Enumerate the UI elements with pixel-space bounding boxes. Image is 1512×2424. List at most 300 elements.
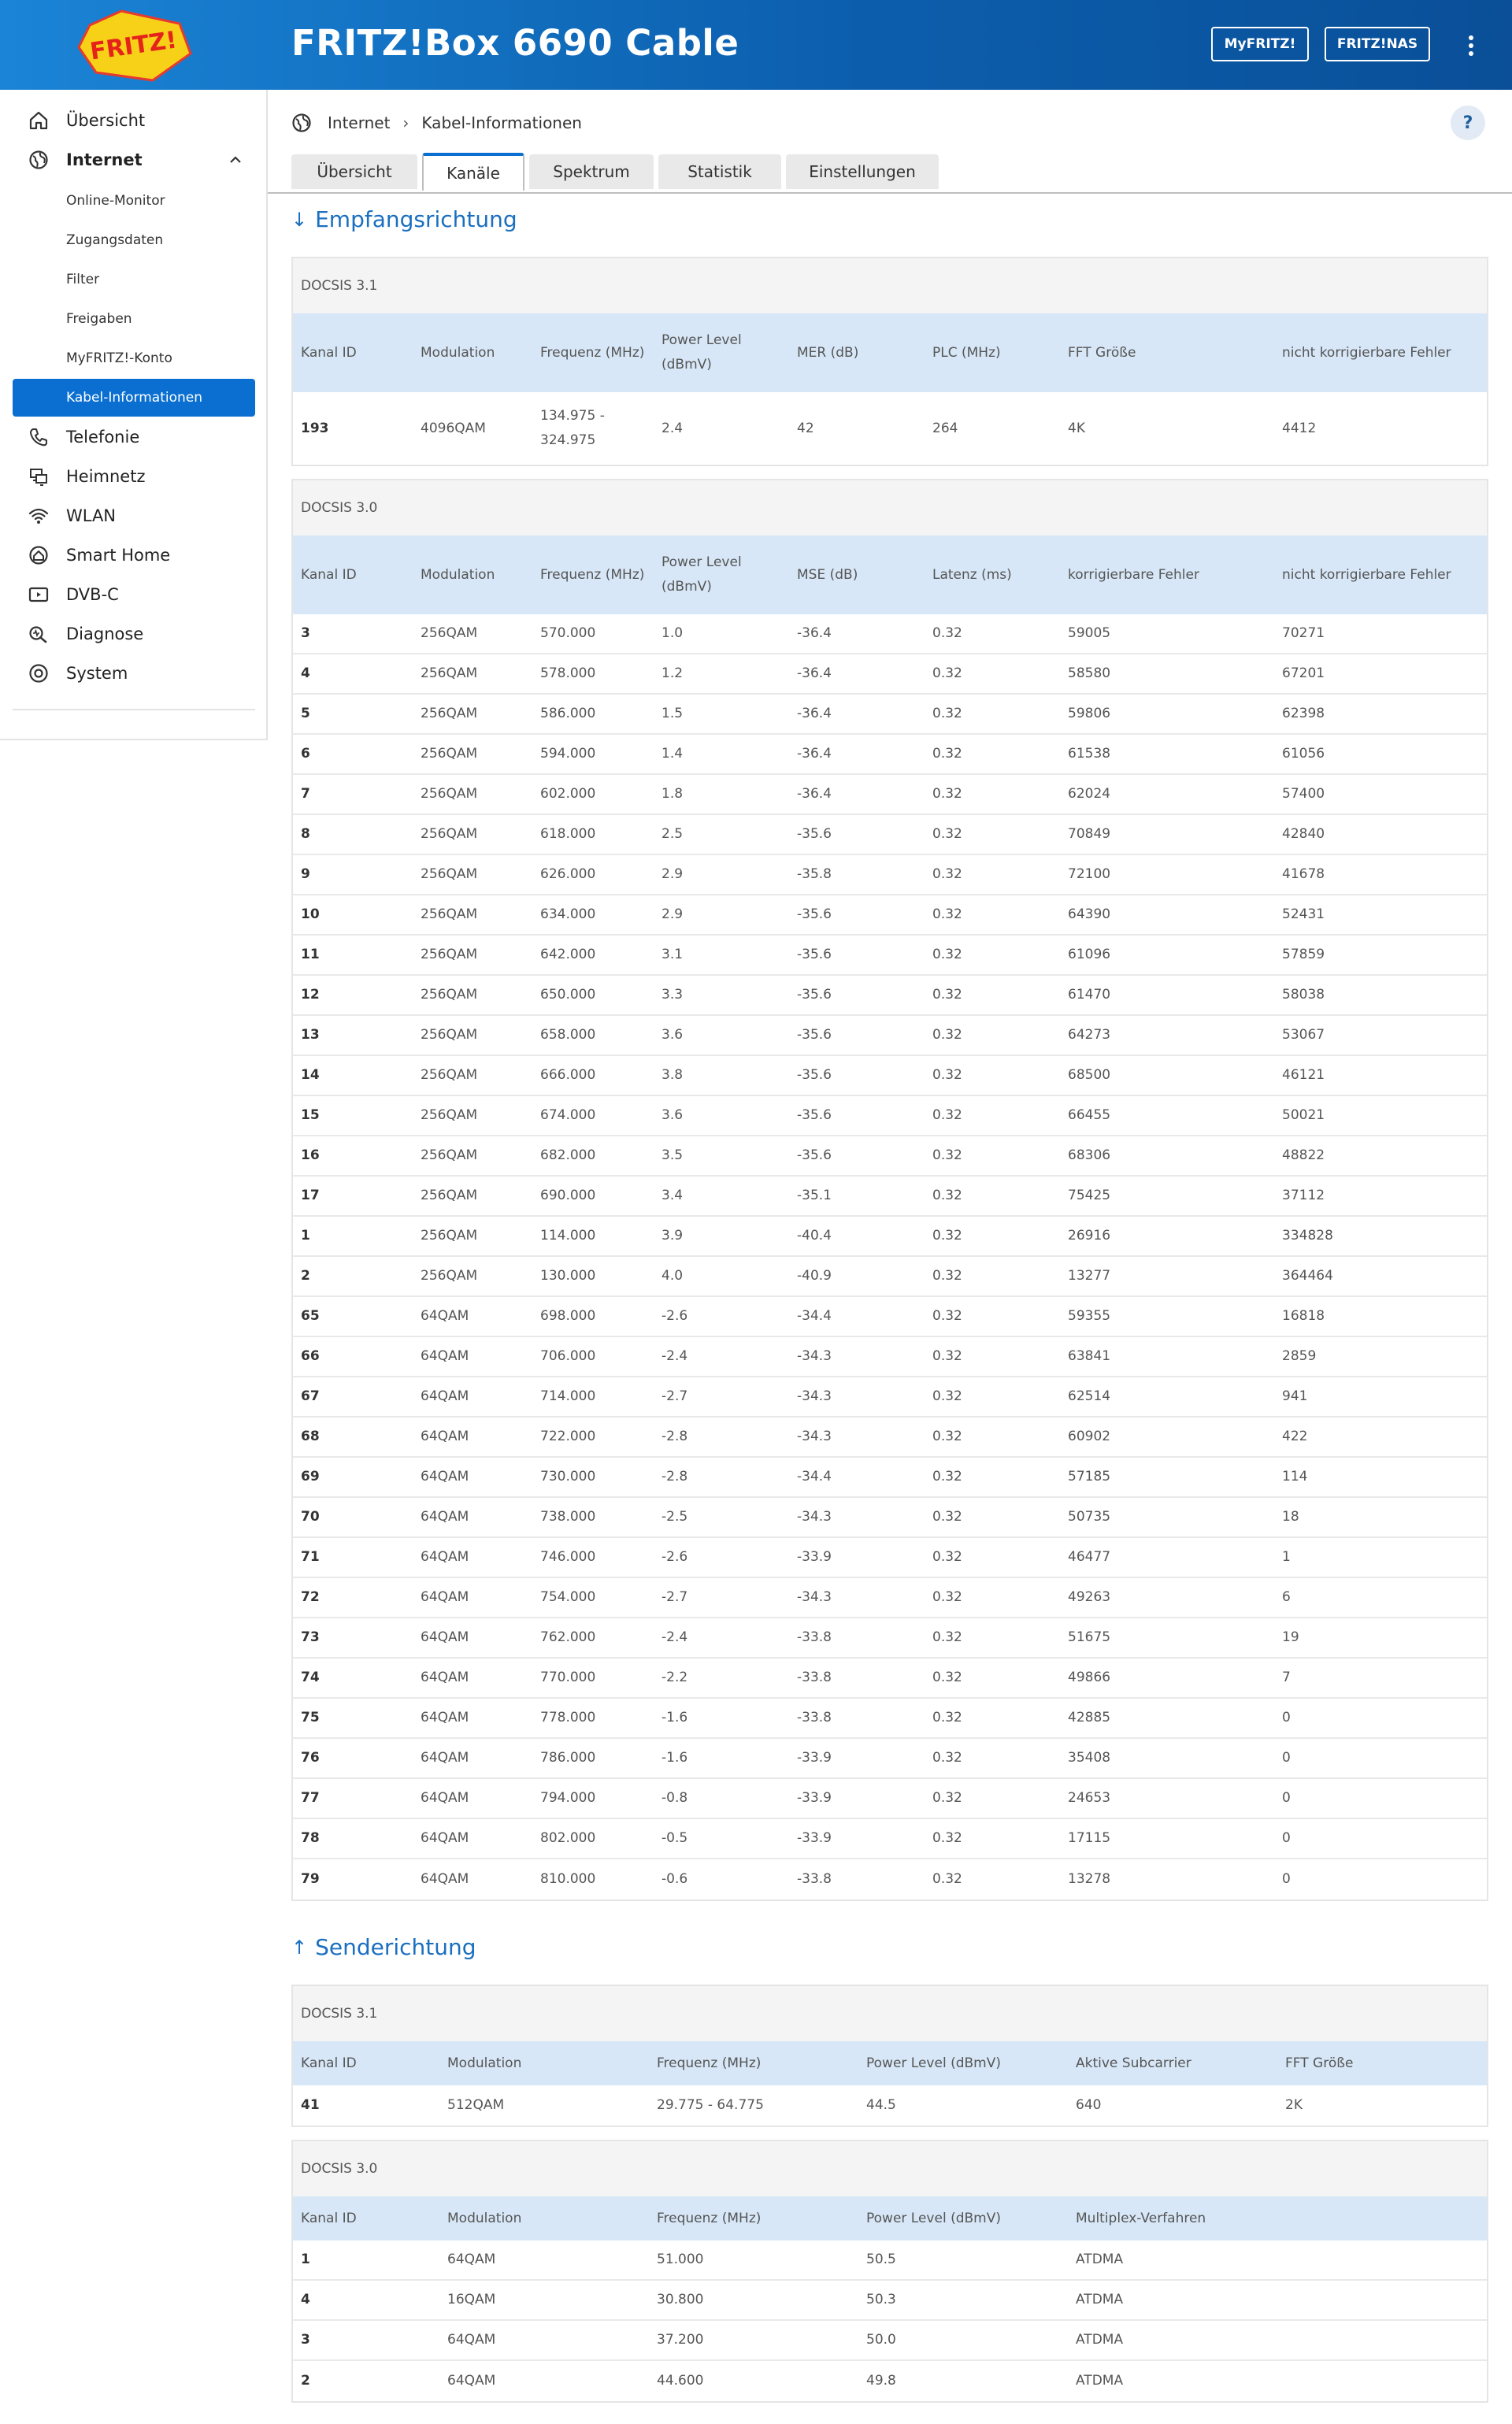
table-row: [293, 1056, 1487, 1096]
table-cell: 70: [301, 1509, 320, 1525]
table-cell: 0.32: [932, 1027, 962, 1043]
table-cell: 50.0: [866, 2332, 896, 2348]
table-cell: -34.3: [797, 1509, 832, 1525]
table-cell: 256QAM: [421, 1228, 478, 1244]
column-header: nicht korrigierbare Fehler: [1282, 566, 1451, 583]
table-cell: 3.9: [662, 1228, 684, 1244]
table-cell: 0.32: [932, 866, 962, 883]
wifi-icon: [27, 504, 50, 528]
table-cell: 64QAM: [447, 2332, 496, 2348]
table-cell: 64QAM: [421, 1670, 469, 1686]
sidebar-subitem-online-monitor[interactable]: [13, 182, 255, 220]
table-cell: -2.8: [662, 1429, 688, 1445]
sidebar-subitem-label: MyFRITZ!-Konto: [66, 350, 172, 366]
table-cell: 68306: [1068, 1147, 1111, 1164]
table-cell: 640: [1076, 2097, 1102, 2114]
chevron-up-icon[interactable]: [228, 153, 243, 167]
tab-statistik[interactable]: Statistik: [658, 154, 781, 189]
table-cell: -33.8: [797, 1629, 832, 1646]
table-cell: 26916: [1068, 1228, 1111, 1244]
sidebar-subitem-label: Freigaben: [66, 311, 132, 327]
table-cell: 1: [1282, 1549, 1291, 1566]
table-cell: 4.0: [662, 1268, 684, 1284]
table-cell: 2: [301, 1268, 310, 1284]
column-header: MSE (dB): [797, 566, 858, 583]
table-cell: 57185: [1068, 1469, 1111, 1485]
tab-underline: [268, 192, 1512, 194]
table-cell: 941: [1282, 1388, 1308, 1405]
sidebar-item-label: DVB-C: [66, 585, 119, 604]
table-cell: -34.3: [797, 1429, 832, 1445]
table-cell: 3.8: [662, 1067, 684, 1084]
table-row: [293, 1819, 1487, 1859]
table-cell: 44.5: [866, 2097, 896, 2114]
table-title: DOCSIS 3.1: [293, 1986, 1487, 2041]
table-cell: 57859: [1282, 947, 1325, 963]
table-cell: 730.000: [540, 1469, 596, 1485]
myfritz-button[interactable]: MyFRITZ!: [1211, 27, 1309, 61]
sidebar-subitem-kabel-informationen[interactable]: [13, 379, 255, 417]
sidebar-item-label: Internet: [66, 150, 143, 169]
upstream-docsis31-table: [291, 1985, 1488, 2127]
table-cell: 256QAM: [421, 786, 478, 802]
table-row: [293, 1538, 1487, 1578]
table-cell: 64QAM: [421, 1308, 469, 1325]
table-cell: -2.6: [662, 1308, 688, 1325]
table-cell: 17115: [1068, 1830, 1111, 1847]
table-cell: 786.000: [540, 1750, 596, 1766]
table-cell: 11: [301, 947, 320, 963]
table-cell: 714.000: [540, 1388, 596, 1405]
table-row: [293, 2321, 1487, 2361]
sidebar-item-dvb-c[interactable]: [0, 575, 268, 614]
table-cell: 3: [301, 625, 310, 642]
sidebar-item-telefonie[interactable]: [0, 417, 268, 457]
table-cell: 76: [301, 1750, 320, 1766]
sidebar-item-label: Smart Home: [66, 546, 171, 565]
column-header: Latenz (ms): [932, 566, 1012, 583]
table-cell: -33.8: [797, 1670, 832, 1686]
column-header: Power Level (dBmV): [866, 2055, 1001, 2071]
table-row: [293, 1177, 1487, 1217]
upstream-heading: [291, 1934, 476, 1960]
table-cell: 0.32: [932, 706, 962, 722]
table-cell: 256QAM: [421, 947, 478, 963]
table-cell: 42: [797, 420, 814, 436]
table-cell: -33.9: [797, 1750, 832, 1766]
table-row: [293, 895, 1487, 936]
table-cell: 63841: [1068, 1348, 1111, 1365]
table-cell: 594.000: [540, 746, 596, 762]
table-cell: 0: [1282, 1710, 1291, 1726]
table-cell: 1: [301, 1228, 310, 1244]
table-cell: 70849: [1068, 826, 1111, 843]
table-header-row: [293, 2196, 1487, 2241]
table-cell: 256QAM: [421, 1188, 478, 1204]
table-cell: -36.4: [797, 706, 832, 722]
table-cell: 778.000: [540, 1710, 596, 1726]
table-row: [293, 1458, 1487, 1498]
table-cell: 0.32: [932, 1268, 962, 1284]
table-cell: 64QAM: [421, 1469, 469, 1485]
table-cell: 74: [301, 1670, 320, 1686]
table-cell: 256QAM: [421, 625, 478, 642]
table-cell: -36.4: [797, 746, 832, 762]
table-cell: 794.000: [540, 1790, 596, 1807]
column-header: Frequenz (MHz): [540, 566, 645, 583]
table-cell: 64QAM: [421, 1871, 469, 1888]
home-icon: [27, 109, 50, 132]
table-row: [293, 976, 1487, 1016]
table-cell: -34.4: [797, 1469, 832, 1485]
table-cell: 17: [301, 1188, 320, 1204]
table-cell: 50735: [1068, 1509, 1111, 1525]
table-cell: 738.000: [540, 1509, 596, 1525]
table-cell: 41678: [1282, 866, 1325, 883]
table-cell: 37112: [1282, 1188, 1325, 1204]
table-cell: 0.32: [932, 1228, 962, 1244]
table-cell: 0.32: [932, 1750, 962, 1766]
table-row: [293, 1096, 1487, 1136]
sidebar-subitem-label: Zugangsdaten: [66, 232, 164, 248]
sidebar-item-diagnose[interactable]: [0, 614, 268, 654]
table-cell: 64QAM: [421, 1509, 469, 1525]
tab-kanaele[interactable]: Kanäle: [422, 153, 524, 191]
table-cell: 0.32: [932, 1670, 962, 1686]
table-cell: 8: [301, 826, 310, 843]
network-icon: [27, 465, 50, 488]
table-cell: 2.9: [662, 866, 684, 883]
table-cell: 62514: [1068, 1388, 1111, 1405]
table-cell: 626.000: [540, 866, 596, 883]
table-cell: 0.32: [932, 1509, 962, 1525]
table-cell: 256QAM: [421, 665, 478, 682]
table-row: [293, 1779, 1487, 1819]
table-cell: 50.3: [866, 2292, 896, 2308]
table-cell: 0.32: [932, 1348, 962, 1365]
table-cell: 256QAM: [421, 706, 478, 722]
upstream-docsis30-table: [291, 2140, 1488, 2403]
fritznas-button[interactable]: FRITZ!NAS: [1325, 27, 1430, 61]
table-cell: -34.4: [797, 1308, 832, 1325]
table-cell: -34.3: [797, 1589, 832, 1606]
table-cell: 746.000: [540, 1549, 596, 1566]
logo-text: FRITZ!: [88, 26, 179, 66]
sidebar-item-label: Telefonie: [66, 428, 140, 447]
table-cell: 0.32: [932, 665, 962, 682]
upstream-heading-label: Senderichtung: [315, 1934, 476, 1960]
table-cell: -1.6: [662, 1710, 688, 1726]
column-header: FFT Größe: [1285, 2055, 1354, 2071]
table-row: [293, 2085, 1487, 2126]
table-cell: 49866: [1068, 1670, 1111, 1686]
table-cell: 642.000: [540, 947, 596, 963]
tab-spektrum[interactable]: Spektrum: [529, 154, 654, 189]
table-cell: 0.32: [932, 1549, 962, 1566]
table-row: [293, 775, 1487, 815]
table-row: [293, 1418, 1487, 1458]
table-cell: 0.32: [932, 1589, 962, 1606]
column-header: Kanal ID: [301, 344, 357, 361]
table-cell: 51.000: [657, 2252, 704, 2268]
table-cell: -35.6: [797, 1067, 832, 1084]
breadcrumb-root[interactable]: Internet: [328, 113, 391, 132]
table-cell: 256QAM: [421, 1107, 478, 1124]
table-cell: 3.6: [662, 1107, 684, 1124]
table-cell: 75425: [1068, 1188, 1111, 1204]
table-cell: 0.32: [932, 1871, 962, 1888]
table-cell: 15: [301, 1107, 320, 1124]
table-cell: 64390: [1068, 906, 1111, 923]
sidebar-item-internet[interactable]: [0, 140, 268, 180]
table-cell: -34.3: [797, 1388, 832, 1405]
table-cell: 64QAM: [447, 2373, 496, 2389]
sidebar-item-heimnetz[interactable]: [0, 457, 268, 496]
table-cell: 256QAM: [421, 1268, 478, 1284]
column-header: Kanal ID: [301, 2055, 357, 2071]
sidebar-item-label: Heimnetz: [66, 467, 146, 486]
table-cell: -36.4: [797, 625, 832, 642]
table-header-row: [293, 536, 1487, 614]
table-cell: 61096: [1068, 947, 1111, 963]
column-header: Modulation: [447, 2055, 522, 2071]
table-cell: 51675: [1068, 1629, 1111, 1646]
downstream-docsis31-table: [291, 257, 1488, 466]
table-cell: 65: [301, 1308, 320, 1325]
table-cell: 706.000: [540, 1348, 596, 1365]
table-cell: 42885: [1068, 1710, 1111, 1726]
column-header: Kanal ID: [301, 2210, 357, 2226]
table-cell: 59005: [1068, 625, 1111, 642]
table-cell: 256QAM: [421, 1067, 478, 1084]
table-cell: ATDMA: [1076, 2292, 1124, 2308]
table-cell: 64QAM: [421, 1429, 469, 1445]
table-cell: 256QAM: [421, 746, 478, 762]
table-cell: 0.32: [932, 1429, 962, 1445]
table-cell: 256QAM: [421, 1027, 478, 1043]
arrow-down-icon: ↓: [291, 208, 308, 231]
table-row: [293, 695, 1487, 735]
table-row: [293, 1016, 1487, 1056]
table-row: [293, 1257, 1487, 1297]
table-row: [293, 1618, 1487, 1659]
table-cell: 0.32: [932, 906, 962, 923]
table-cell: 602.000: [540, 786, 596, 802]
breadcrumb: [291, 109, 582, 137]
table-cell: 59806: [1068, 706, 1111, 722]
column-header: Aktive Subcarrier: [1076, 2055, 1191, 2071]
table-cell: 3.5: [662, 1147, 684, 1164]
table-cell: 193: [301, 420, 329, 436]
table-cell: 0.32: [932, 1308, 962, 1325]
downstream-docsis30-table: [291, 479, 1488, 1901]
tab-einstellungen[interactable]: Einstellungen: [786, 154, 939, 189]
table-cell: 70271: [1282, 625, 1325, 642]
smart-home-icon: [27, 543, 50, 567]
table-cell: 0: [1282, 1750, 1291, 1766]
table-cell: 690.000: [540, 1188, 596, 1204]
column-header: MER (dB): [797, 344, 859, 361]
table-cell: 61538: [1068, 746, 1111, 762]
table-cell: 41: [301, 2097, 320, 2114]
sidebar-subitem-zugangsdaten[interactable]: [13, 221, 255, 259]
table-cell: 50021: [1282, 1107, 1325, 1124]
more-menu-icon[interactable]: [1463, 32, 1479, 60]
table-row: [293, 1297, 1487, 1337]
table-cell: 7: [301, 786, 310, 802]
sidebar-item-uebersicht[interactable]: [0, 101, 268, 140]
table-cell: 2.5: [662, 826, 684, 843]
table-cell: 61056: [1282, 746, 1325, 762]
column-header: Modulation: [421, 566, 495, 583]
table-cell: -0.8: [662, 1790, 688, 1807]
table-cell: 5: [301, 706, 310, 722]
table-cell: 4412: [1282, 420, 1317, 436]
table-cell: 58580: [1068, 665, 1111, 682]
table-cell: 6: [301, 746, 310, 762]
table-cell: -2.7: [662, 1388, 688, 1405]
table-cell: -33.8: [797, 1710, 832, 1726]
table-row: [293, 392, 1487, 465]
table-cell: 57400: [1282, 786, 1325, 802]
sidebar-item-smart-home[interactable]: [0, 536, 268, 575]
sidebar-item-label: Diagnose: [66, 625, 144, 643]
table-cell: -40.9: [797, 1268, 832, 1284]
table-cell: -35.6: [797, 1147, 832, 1164]
tab-uebersicht[interactable]: Übersicht: [291, 154, 417, 189]
table-cell: 0: [1282, 1830, 1291, 1847]
table-cell: 4K: [1068, 420, 1085, 436]
table-cell: 52431: [1282, 906, 1325, 923]
table-cell: 114.000: [540, 1228, 596, 1244]
fritz-logo[interactable]: [76, 6, 194, 83]
table-title: DOCSIS 3.0: [293, 480, 1487, 536]
phone-icon: [27, 425, 50, 449]
table-cell: 49.8: [866, 2373, 896, 2389]
table-cell: 73: [301, 1629, 320, 1646]
downstream-heading-label: Empfangsrichtung: [315, 206, 517, 232]
sidebar-item-system[interactable]: [0, 654, 268, 693]
table-cell: 16818: [1282, 1308, 1325, 1325]
column-header: Power Level (dBmV): [866, 2210, 1001, 2226]
table-cell: 64QAM: [421, 1790, 469, 1807]
app-header: [0, 0, 1512, 90]
table-cell: 1.8: [662, 786, 684, 802]
table-cell: -35.6: [797, 1107, 832, 1124]
table-row: [293, 1337, 1487, 1377]
table-cell: -2.8: [662, 1469, 688, 1485]
table-cell: 69: [301, 1469, 320, 1485]
table-cell: 682.000: [540, 1147, 596, 1164]
table-cell: -0.5: [662, 1830, 688, 1847]
table-title: DOCSIS 3.0: [293, 2141, 1487, 2196]
table-cell: 48822: [1282, 1147, 1325, 1164]
column-header: Modulation: [421, 344, 495, 361]
table-cell: ATDMA: [1076, 2332, 1124, 2348]
table-cell: ATDMA: [1076, 2252, 1124, 2268]
table-cell: 0.32: [932, 1147, 962, 1164]
table-cell: 2859: [1282, 1348, 1317, 1365]
sidebar-subitem-filter[interactable]: [13, 261, 255, 298]
sidebar-subitem-myfritz-konto[interactable]: [13, 339, 255, 377]
table-cell: 722.000: [540, 1429, 596, 1445]
sidebar-divider: [13, 709, 255, 710]
column-header: Multiplex-Verfahren: [1076, 2210, 1206, 2226]
table-cell: 59355: [1068, 1308, 1111, 1325]
table-cell: 0: [1282, 1790, 1291, 1807]
table-cell: 64QAM: [447, 2252, 496, 2268]
table-cell: 75: [301, 1710, 320, 1726]
table-cell: 49263: [1068, 1589, 1111, 1606]
table-cell: 16QAM: [447, 2292, 496, 2308]
chevron-right-icon: ›: [402, 113, 410, 132]
table-cell: 134.975 - 324.975: [540, 408, 605, 448]
table-cell: 64273: [1068, 1027, 1111, 1043]
table-cell: 3.6: [662, 1027, 684, 1043]
table-cell: 4096QAM: [421, 420, 486, 436]
table-header-row: [293, 313, 1487, 392]
table-cell: 658.000: [540, 1027, 596, 1043]
main-content: [268, 90, 1512, 2424]
table-cell: 0.32: [932, 947, 962, 963]
table-cell: 77: [301, 1790, 320, 1807]
globe-icon: [291, 113, 312, 133]
help-button[interactable]: ?: [1451, 106, 1485, 140]
diagnose-icon: [27, 622, 50, 646]
table-cell: 256QAM: [421, 826, 478, 843]
table-cell: 53067: [1282, 1027, 1325, 1043]
table-row: [293, 1739, 1487, 1779]
sidebar-item-wlan[interactable]: [0, 496, 268, 536]
table-cell: 29.775 - 64.775: [657, 2097, 764, 2114]
table-cell: 64QAM: [421, 1750, 469, 1766]
table-cell: 64QAM: [421, 1348, 469, 1365]
table-cell: 10: [301, 906, 320, 923]
table-cell: 264: [932, 420, 958, 436]
column-header: Power Level (dBmV): [662, 554, 742, 595]
table-cell: 256QAM: [421, 1147, 478, 1164]
table-cell: 37.200: [657, 2332, 704, 2348]
table-cell: 50.5: [866, 2252, 896, 2268]
table-row: [293, 936, 1487, 976]
table-cell: -33.8: [797, 1871, 832, 1888]
table-cell: -36.4: [797, 665, 832, 682]
table-cell: 0.32: [932, 1107, 962, 1124]
sidebar: [0, 90, 268, 740]
table-cell: -2.5: [662, 1509, 688, 1525]
table-cell: 30.800: [657, 2292, 704, 2308]
table-cell: 13278: [1068, 1871, 1111, 1888]
column-header: PLC (MHz): [932, 344, 1001, 361]
table-cell: 64QAM: [421, 1388, 469, 1405]
table-cell: 3.1: [662, 947, 684, 963]
table-cell: 12: [301, 987, 320, 1003]
column-header: Frequenz (MHz): [540, 344, 645, 361]
table-cell: 666.000: [540, 1067, 596, 1084]
table-cell: 18: [1282, 1509, 1299, 1525]
table-cell: 58038: [1282, 987, 1325, 1003]
table-cell: 586.000: [540, 706, 596, 722]
table-row: [293, 855, 1487, 895]
sidebar-item-label: System: [66, 664, 128, 683]
table-cell: ATDMA: [1076, 2373, 1124, 2389]
table-row: [293, 1217, 1487, 1257]
column-header: Modulation: [447, 2210, 522, 2226]
arrow-up-icon: ↑: [291, 1936, 308, 1959]
sidebar-item-label: WLAN: [66, 506, 117, 525]
sidebar-subitem-freigaben[interactable]: [13, 300, 255, 338]
globe-icon: [27, 148, 50, 172]
